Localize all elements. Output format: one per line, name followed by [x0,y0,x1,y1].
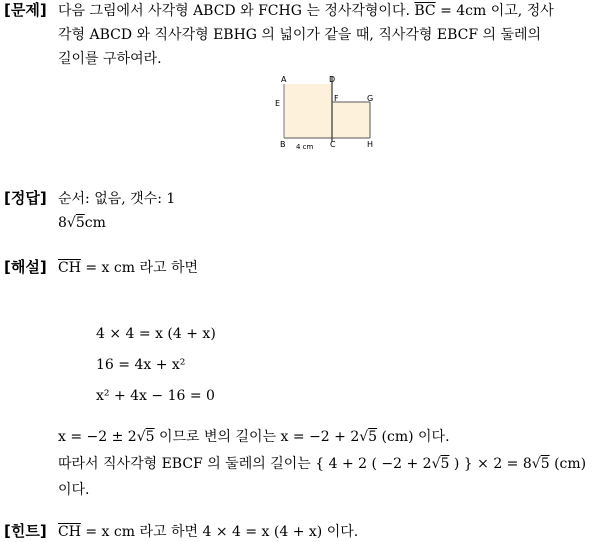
problem-line-2: 각형 ABCD 와 직사각형 EBHG 의 넓이가 같을 때, 직사각형 EBCF 의 둘레의 [58,27,542,43]
hint-label: [힌트] [4,522,47,540]
square-abcd [284,84,332,138]
square-fchg [332,102,370,138]
equation-1: 4 × 4 = x (4 + x) [96,326,216,342]
sol-b-2: ) } × 2 = 8 [449,456,532,472]
sol-b-rad2: 5 [540,456,550,472]
label-f: F [334,94,339,103]
answer-coef: 8 [58,215,67,231]
problem-text-1b: = 4cm 이고, 정사 [440,3,554,19]
answer-label: [정답] [4,189,47,207]
equation-3: x² + 4x − 16 = 0 [96,388,215,404]
label-g: G [367,94,374,103]
sol-a-2: 이므로 변의 길이는 x = −2 + 2 [154,429,360,445]
sol-b-1: 따라서 직사각형 EBCF 의 둘레의 길이는 { 4 + 2 ( −2 + 2 [58,456,432,472]
answer-line-1: 순서: 없음, 갯수: 1 [58,191,176,207]
sol-b-rad: 5 [440,456,450,472]
sol-a-rad2: 5 [368,429,378,445]
sol-a-1: x = −2 ± 2 [58,429,137,445]
problem-label: [문제] [4,1,47,19]
square-figure [272,74,382,154]
solution-line-c: 이다. [58,482,90,498]
label-bc-length: 4 cm [296,143,314,151]
hint-segment-ch: $\overline{CH}$ [58,524,81,540]
solution-intro [58,258,198,278]
problem-text-1: 다음 그림에서 사각형 ABCD 와 FCHG 는 정사각형이다. [58,3,410,19]
problem-line-3: 길이를 구하여라. [58,51,162,67]
solution-line-a: x = −2 ± 2√5 이므로 변의 길이는 x = −2 + 2√5 (cm) 이다. [58,429,450,445]
label-e: E [275,99,281,108]
label-b: B [280,140,286,149]
answer-line-2: 8√5cm [58,215,106,231]
label-c: C [330,140,336,149]
sol-a-3: (cm) 이다. [377,429,450,445]
sol-b-3: (cm) [549,456,587,472]
hint-rest: = x cm 라고 하면 4 × 4 = x (4 + x) 이다. [85,524,359,540]
problem-line-1 [58,1,554,21]
label-d: D [329,75,336,84]
hint-line [58,522,358,542]
solution-line-b: 따라서 직사각형 EBCF 의 둘레의 길이는 { 4 + 2 ( −2 + 2√5 ) } × 2 = 8√5 (cm) [58,456,587,472]
solution-intro-rest: = x cm 라고 하면 [85,260,199,276]
sol-a-rad: 5 [145,429,155,445]
segment-bc: $\overline{BC}$ [414,3,436,19]
label-h: H [367,140,374,149]
label-a: A [281,75,287,84]
answer-radicand: 5 [75,215,85,231]
equation-2: 16 = 4x + x² [96,357,186,373]
solution-label: [해설] [4,258,47,276]
answer-unit: cm [84,215,106,231]
segment-ch: $\overline{CH}$ [58,260,81,276]
